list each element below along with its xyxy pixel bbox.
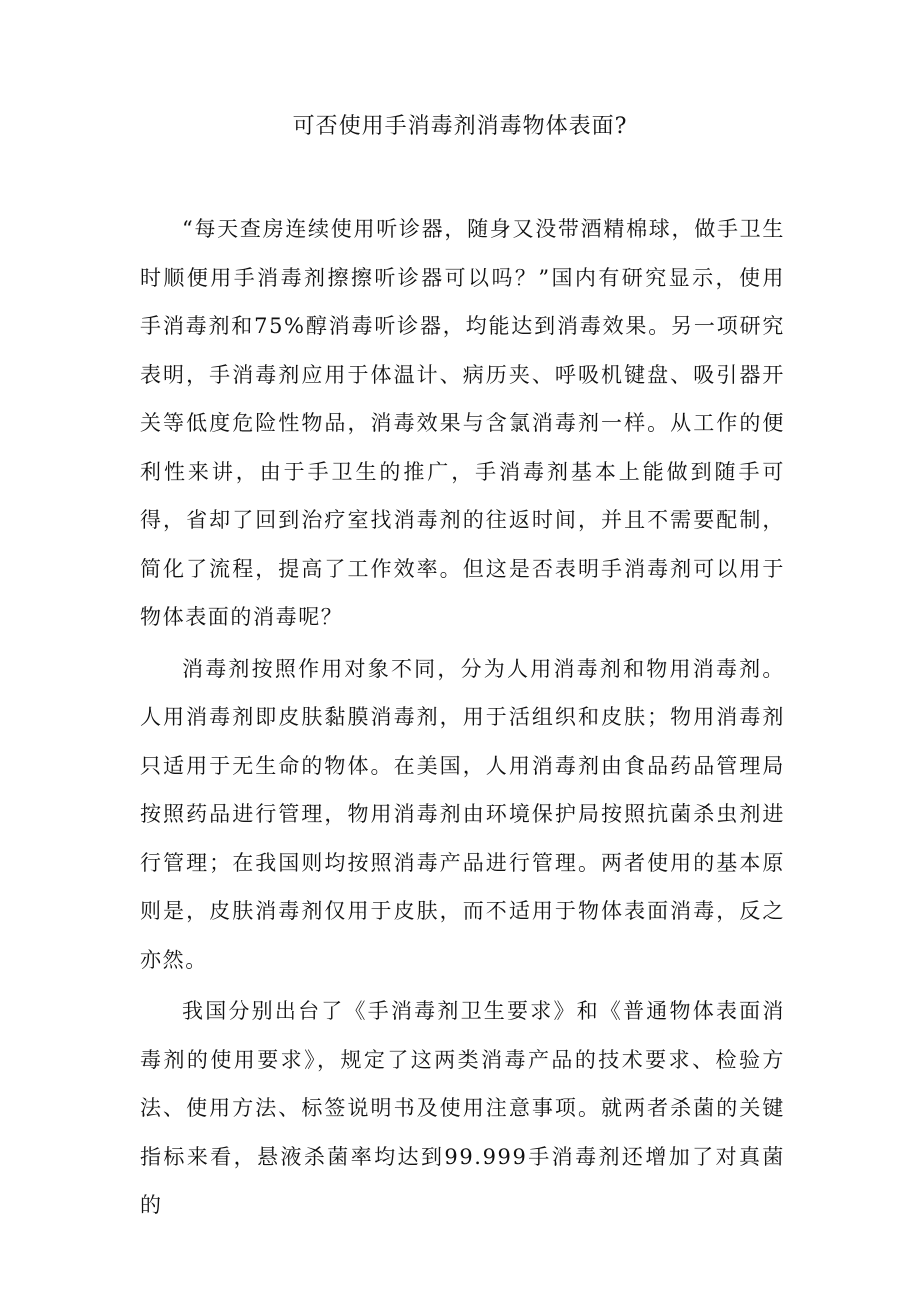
paragraph-3: 我国分别出台了《手消毒剂卫生要求》和《普通物体表面消毒剂的使用要求》，规定了这两类消毒产品的技术要求、检验方法、使用方法、标签说明书及使用注意事项。就两者杀菌的关键指标来看，悬液杀菌率均达到99.999手消毒剂还增加了对真菌的 xyxy=(140,999,785,1217)
paragraph-1: “每天查房连续使用听诊器，随身又没带酒精棉球，做手卫生时顺便用手消毒剂擦擦听诊器可以吗？”国内有研究显示，使用手消毒剂和75%醇消毒听诊器，均能达到消毒效果。另一项研究表明，手消毒剂应用于体温计、病历夹、呼吸机键盘、吸引器开关等低度危险性物品，消毒效果与含氯消毒剂一样。从工作的便利性来讲，由于手卫生的推广，手消毒剂基本上能做到随手可得，省却了回到治疗室找消毒剂的往返时间，并且不需要配制，简化了流程，提高了工作效率。但这是否表明手消毒剂可以用于物体表面的消毒呢？ xyxy=(140,217,785,629)
paragraph-2: 消毒剂按照作用对象不同，分为人用消毒剂和物用消毒剂。人用消毒剂即皮肤黏膜消毒剂，用于活组织和皮肤；物用消毒剂只适用于无生命的物体。在美国，人用消毒剂由食品药品管理局按照药品进行管理，物用消毒剂由环境保护局按照抗菌杀虫剂进行管理；在我国则均按照消毒产品进行管理。两者使用的基本原则是，皮肤消毒剂仅用于皮肤，而不适用于物体表面消毒，反之亦然。 xyxy=(140,656,785,972)
document-title: 可否使用手消毒剂消毒物体表面? xyxy=(292,114,628,139)
document-body xyxy=(140,205,785,1230)
